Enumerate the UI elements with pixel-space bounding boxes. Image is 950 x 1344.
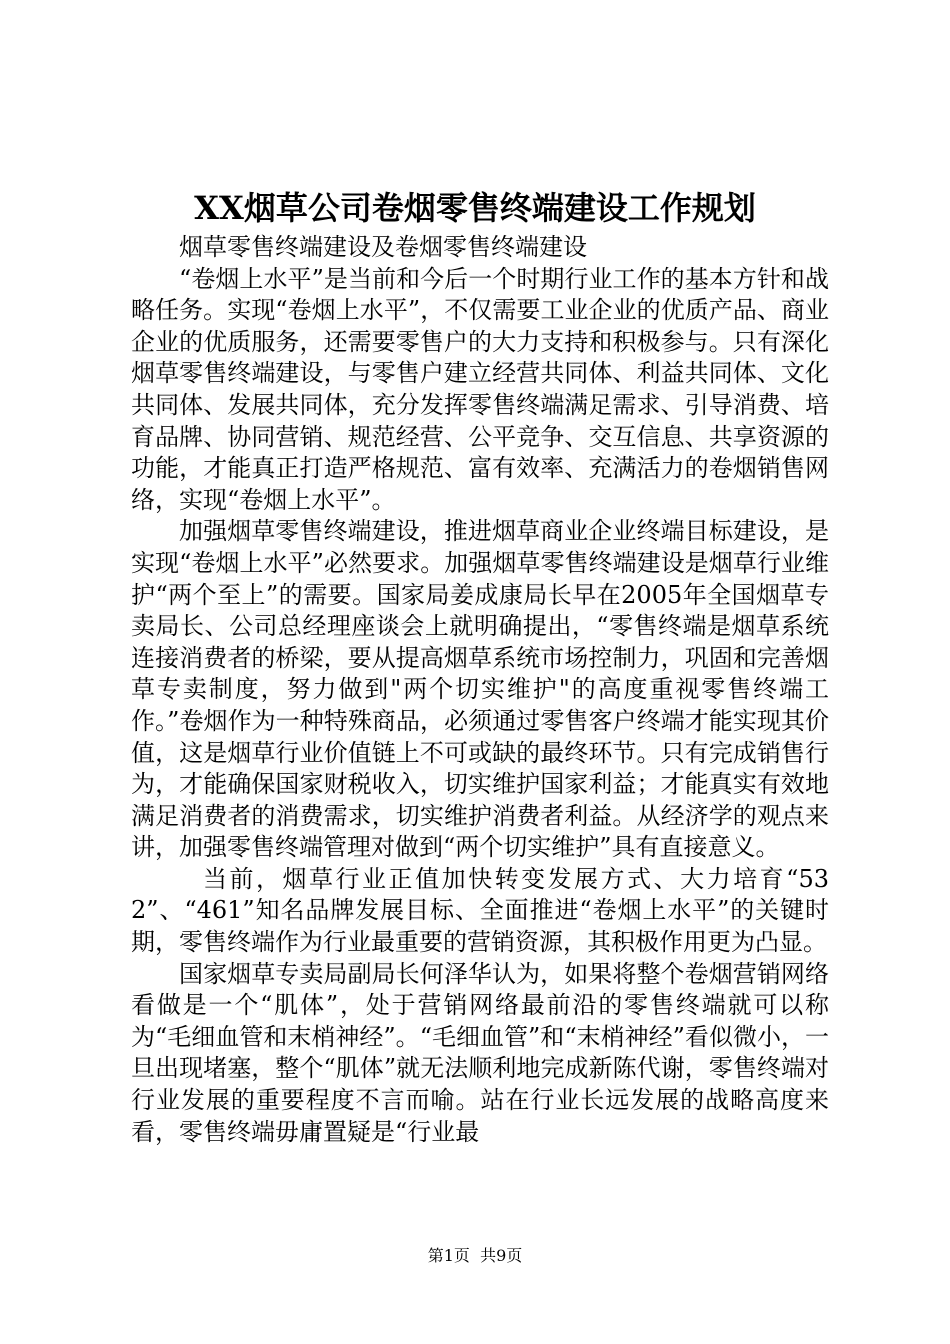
body-paragraph: 加强烟草零售终端建设，推进烟草商业企业终端目标建设，是实现“卷烟上水平”必然要求。加强烟草零售终端建设是烟草行业维护“两个至上”的需要。国家局姜成康局长早在2005年全国烟草专卖局长、公司总经理座谈会上就明确提出，“零售终端是烟草系统连接消费者的桥梁，要从提高烟草系统市场控制力，巩固和完善烟草专卖制度，努力做到"两个切实维护"的高度重视零售终端工作。”卷烟作为一种特殊商品，必须通过零售客户终端才能实现其价值，这是烟草行业价值链上不可或缺的最终环节。只有完成销售行为，才能确保国家财税收入，切实维护国家利益；才能真实有效地满足消费者的消费需求，切实维护消费者利益。从经济学的观点来讲，加强零售终端管理对做到“两个切实维护”具有直接意义。 [131,517,829,862]
page-footer [0,1246,950,1266]
page-number: 第1页 共9页 [427,1246,523,1265]
subtitle-paragraph: 烟草零售终端建设及卷烟零售终端建设 [179,233,587,261]
document-body [131,232,829,1148]
document-title: XX烟草公司卷烟零售终端建设工作规划 [194,189,756,227]
body-paragraph: 国家烟草专卖局副局长何泽华认为，如果将整个卷烟营销网络看做是一个“肌体”，处于营销网络最前沿的零售终端就可以称为“毛细血管和末梢神经”。“毛细血管”和“末梢神经”看似微小，一旦出现堵塞，整个“肌体”就无法顺利地完成新陈代谢，零售终端对行业发展的重要程度不言而喻。站在行业长远发展的战略高度来看，零售终端毋庸置疑是“行业最 [131,959,829,1146]
body-paragraph: “卷烟上水平”是当前和今后一个时期行业工作的基本方针和战略任务。实现“卷烟上水平”，不仅需要工业企业的优质产品、商业企业的优质服务，还需要零售户的大力支持和积极参与。只有深化烟草零售终端建设，与零售户建立经营共同体、利益共同体、文化共同体、发展共同体，充分发挥零售终端满足需求、引导消费、培育品牌、协同营销、规范经营、公平竞争、交互信息、共享资源的功能，才能真正打造严格规范、富有效率、充满活力的卷烟销售网络，实现“卷烟上水平”。 [131,264,829,514]
body-paragraph: 当前，烟草行业正值加快转变发展方式、大力培育“532”、“461”知名品牌发展目标、全面推进“卷烟上水平”的关键时期，零售终端作为行业最重要的营销资源，其积极作用更为凸显。 [131,864,829,957]
